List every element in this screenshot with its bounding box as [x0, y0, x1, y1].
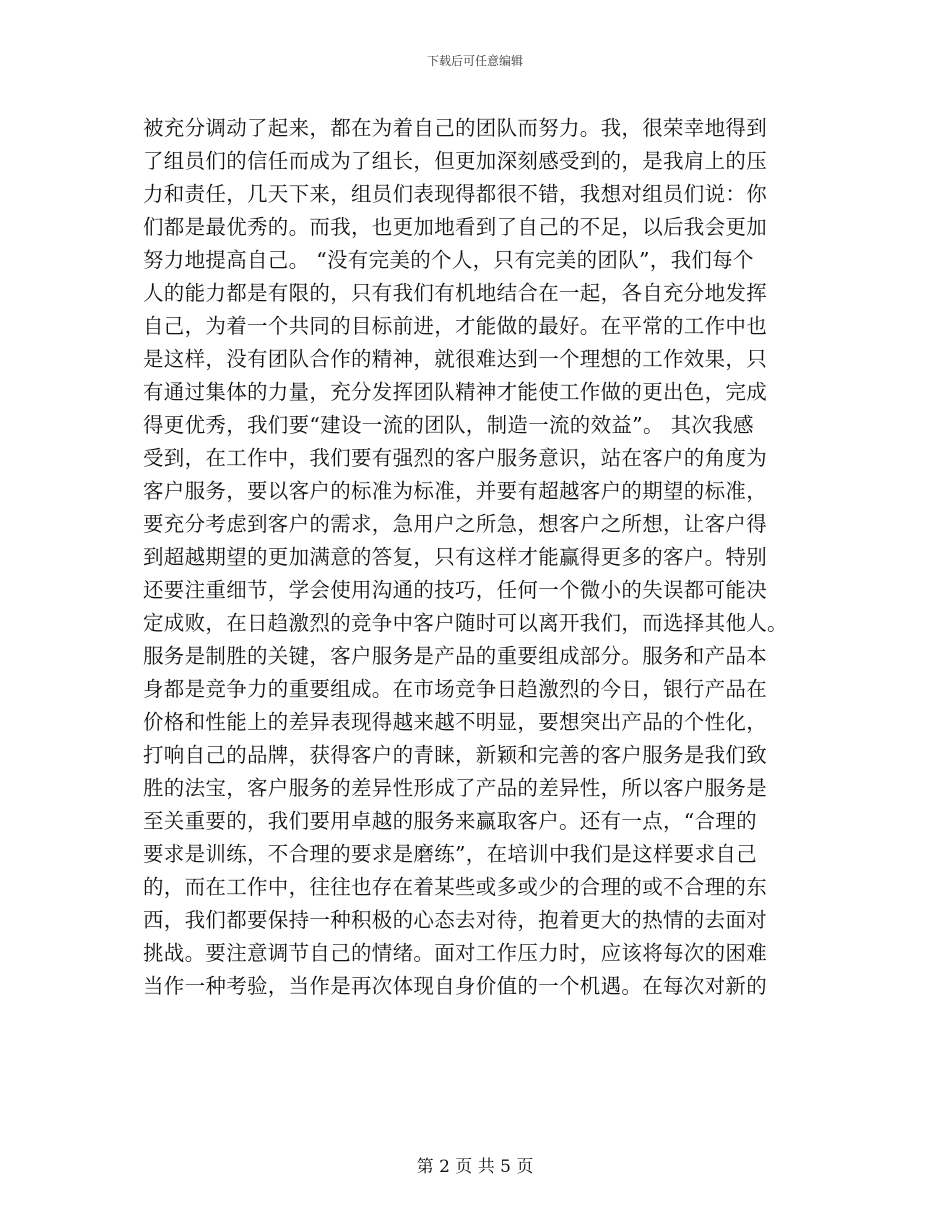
body-line: 客户服务，要以客户的标准为标准，并要有超越客户的期望的标准， [143, 479, 767, 503]
page-number-footer: 第 2 页 共 5 页 [416, 1157, 534, 1177]
body-line: 自己，为着一个共同的目标前进，才能做的最好。在平常的工作中也 [143, 314, 767, 338]
body-line: 要充分考虑到客户的需求，急用户之所急，想客户之所想，让客户得 [143, 512, 767, 536]
body-line: 了组员们的信任而成为了组长，但更加深刻感受到的，是我肩上的压 [143, 149, 767, 173]
body-line: 当作一种考验，当作是再次体现自身价值的一个机遇。在每次对新的 [143, 974, 767, 998]
body-line: 人的能力都是有限的，只有我们有机地结合在一起，各自充分地发挥 [143, 281, 767, 305]
body-line: 至关重要的，我们要用卓越的服务来赢取客户。还有一点，“合理的 [143, 809, 757, 833]
body-line: 价格和性能上的差异表现得越来越不明显，要想突出产品的个性化， [143, 710, 767, 734]
body-line: 们都是最优秀的。而我，也更加地看到了自己的不足，以后我会更加 [143, 215, 767, 239]
body-line: 得更优秀，我们要“建设一流的团队，制造一流的效益”。 其次我感 [143, 413, 754, 437]
body-line: 力和责任，几天下来，组员们表现得都很不错，我想对组员们说：你 [143, 182, 767, 206]
body-line: 挑战。要注意调节自己的情绪。面对工作压力时，应该将每次的困难 [143, 941, 767, 965]
body-line: 要求是训练，不合理的要求是磨练”，在培训中我们是这样要求自己 [143, 842, 757, 866]
body-line: 受到，在工作中，我们要有强烈的客户服务意识，站在客户的角度为 [143, 446, 767, 470]
body-line: 是这样，没有团队合作的精神，就很难达到一个理想的工作效果，只 [143, 347, 767, 371]
page-header: 下载后可任意编辑 [426, 54, 523, 68]
body-line: 有通过集体的力量，充分发挥团队精神才能使工作做的更出色，完成 [143, 380, 767, 404]
body-line: 定成败，在日趋激烈的竞争中客户随时可以离开我们，而选择其他人。 [143, 611, 788, 635]
document-body [143, 112, 803, 1003]
body-line: 的，而在工作中，往往也存在着某些或多或少的合理的或不合理的东 [143, 875, 767, 899]
body-line: 胜的法宝，客户服务的差异性形成了产品的差异性，所以客户服务是 [143, 776, 767, 800]
body-line: 被充分调动了起来，都在为着自己的团队而努力。我，很荣幸地得到 [143, 116, 767, 140]
body-line: 西，我们都要保持一种积极的心态去对待，抱着更大的热情的去面对 [143, 908, 767, 932]
body-line: 打响自己的品牌，获得客户的青睐，新颖和完善的客户服务是我们致 [143, 743, 767, 767]
body-line: 努力地提高自己。 “没有完美的个人，只有完美的团队”，我们每个 [143, 248, 754, 272]
body-line: 还要注重细节，学会使用沟通的技巧，任何一个微小的失误都可能决 [143, 578, 767, 602]
body-line: 身都是竞争力的重要组成。在市场竞争日趋激烈的今日，银行产品在 [143, 677, 767, 701]
body-line: 服务是制胜的关键，客户服务是产品的重要组成部分。服务和产品本 [143, 644, 767, 668]
body-line: 到超越期望的更加满意的答复，只有这样才能赢得更多的客户。特别 [143, 545, 767, 569]
